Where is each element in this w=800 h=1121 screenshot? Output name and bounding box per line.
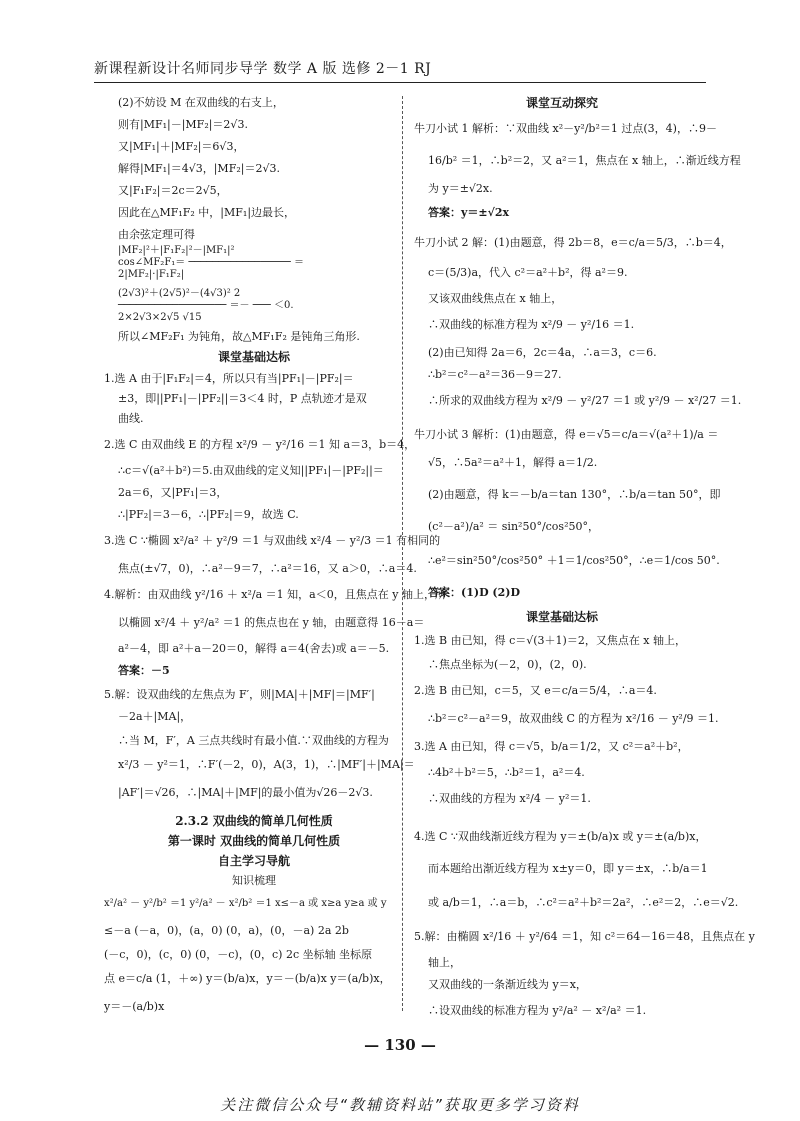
text-line: (2)由已知得 2a＝6，2c＝4a，∴a＝3，c＝6. — [428, 346, 657, 359]
text-line: 或 a/b＝1，∴a＝b，∴c²＝a²＋b²＝2a²，∴e²＝2，∴e＝√2. — [428, 896, 739, 909]
text-line: ∴b²＝c²－a²＝36－9＝27. — [428, 368, 562, 381]
text-line: 点 e＝c/a (1，＋∞) y＝(b/a)x，y＝－(b/a)x y＝(a/b)x， — [104, 972, 391, 985]
text-line: 又双曲线的一条渐近线为 y＝x， — [428, 978, 587, 991]
text-line: 曲线. — [118, 412, 144, 425]
text-line: 2.选 B 由已知，c＝5，又 e＝c/a＝5/4，∴a＝4. — [414, 684, 657, 697]
section-heading: 课堂基础达标 — [525, 610, 598, 624]
text-line: ∴b²＝c²－a²＝9，故双曲线 C 的方程为 x²/16 － y²/9 ＝1. — [428, 712, 719, 725]
text-line: ∴双曲线的方程为 x²/4 － y²＝1. — [428, 792, 591, 805]
text-line: 5.解：设双曲线的左焦点为 F′，则|MA|＋|MF|＝|MF′| — [104, 688, 375, 701]
text-line: ∴|PF₂|＝3－6，∴|PF₂|＝9，故选 C. — [118, 508, 299, 521]
text-line: 4.选 C ∵双曲线渐近线方程为 y＝±(b/a)x 或 y＝±(a/b)x， — [414, 830, 707, 843]
text-line: 2.选 C 由双曲线 E 的方程 x²/9 － y²/16 ＝1 知 a＝3，b＝4， — [104, 438, 416, 451]
text-line: －2a＋|MA|， — [118, 710, 192, 723]
text-line: 5.解：由椭圆 x²/16 ＋ y²/64 ＝1，知 c²＝64－16＝48，且焦点在 y — [414, 930, 755, 943]
text-line: c＝(5/3)a，代入 c²＝a²＋b²，得 a²＝9. — [428, 266, 628, 279]
text-line: 又|F₁F₂|＝2c＝2√5， — [118, 184, 228, 197]
text-line: ∴当 M，F′，A 三点共线时有最小值.∵双曲线的方程为 — [118, 734, 389, 747]
text-line: 牛刀小试 3 解析：(1)由题意，得 e＝√5＝c/a＝√(a²＋1)/a ＝ — [414, 428, 719, 441]
column-divider — [402, 96, 403, 1011]
text-line: 16/b² ＝1，∴b²＝2，又 a²＝1，焦点在 x 轴上，∴渐近线方程 — [428, 154, 741, 167]
text-line: 为 y＝±√2x. — [428, 182, 493, 195]
text-line: 3.选 C ∵椭圆 x²/a² ＋ y²/9 ＝1 与双曲线 x²/4 － y²/3 ＝1 有相同的 — [104, 534, 441, 547]
section-heading: 课堂基础达标 — [217, 350, 290, 364]
header-rule — [94, 82, 706, 83]
text-line: (2)由题意，得 k＝－b/a＝tan 130°，∴b/a＝tan 50°，即 — [428, 488, 721, 501]
text-line: 则有|MF₁|－|MF₂|＝2√3. — [118, 118, 248, 131]
text-line: y＝－(a/b)x — [104, 1000, 165, 1013]
text-line: (c²－a²)/a² ＝ sin²50°/cos²50°， — [428, 520, 599, 533]
page-number: — 130 — — [364, 1036, 436, 1054]
text-line: ≤－a (－a，0)，(a，0) (0，a)，(0，－a) 2a 2b — [104, 924, 349, 937]
footer-note: 关注微信公众号“教辅资料站”获取更多学习资料 — [220, 1096, 580, 1114]
section-heading: 自主学习导航 — [217, 854, 290, 868]
text-line: 2a＝6，又|PF₁|＝3， — [118, 486, 228, 499]
formula-line: ────────────────── ＝－ ─── ＜0. — [118, 300, 294, 311]
text-line: 而本题给出渐近线方程为 x±y＝0，即 y＝±x，∴b/a＝1 — [428, 862, 708, 875]
text-line: x²/a² － y²/b² ＝1 y²/a² － x²/b² ＝1 x≤－a 或 x≥a y≥a 或 y — [104, 898, 387, 909]
text-line: 1.选 B 由已知，得 c＝√(3＋1)＝2，又焦点在 x 轴上， — [414, 634, 687, 647]
text-line: 轴上， — [428, 956, 461, 969]
formula-line: 2×2√3×2√5 √15 — [118, 312, 202, 323]
text-line: 所以∠MF₂F₁ 为钝角，故△MF₁F₂ 是钝角三角形. — [118, 330, 360, 343]
section-subheading: 知识梳理 — [232, 874, 276, 887]
text-line: 4.解析：由双曲线 y²/16 ＋ x²/a ＝1 知，a＜0，且焦点在 y 轴上，所 — [104, 588, 446, 601]
text-line: ∴e²＝sin²50°/cos²50° ＋1＝1/cos²50°，∴e＝1/cos 50°. — [428, 554, 720, 567]
formula-line: |MF₂|²＋|F₁F₂|²－|MF₁|² — [118, 245, 235, 256]
text-line: 3.选 A 由已知，得 c＝√5，b/a＝1/2，又 c²＝a²＋b²， — [414, 740, 689, 753]
text-line: 牛刀小试 1 解析：∵双曲线 x²－y²/b²＝1 过点(3，4)，∴9－ — [414, 122, 717, 135]
text-line: ∴焦点坐标为(－2，0)，(2，0). — [428, 658, 587, 671]
text-line: a²－4，即 a²＋a－20＝0，解得 a＝4(舍去)或 a＝－5. — [118, 642, 390, 655]
text-line: ∴设双曲线的标准方程为 y²/a² － x²/a² ＝1. — [428, 1004, 647, 1017]
formula-line: cos∠MF₂F₁＝ ───────────────── ＝ — [118, 257, 304, 268]
text-line: 牛刀小试 2 解：(1)由题意，得 2b＝8，e＝c/a＝5/3，∴b＝4， — [414, 236, 732, 249]
text-line: ∴所求的双曲线方程为 x²/9 － y²/27 ＝1 或 y²/9 － x²/27 ＝1. — [428, 394, 742, 407]
text-line: |AF′|＝√26，∴|MA|＋|MF|的最小值为√26－2√3. — [118, 786, 373, 799]
text-line: 因此在△MF₁F₂ 中，|MF₁|边最长， — [118, 206, 296, 219]
formula-line: (2√3)²＋(2√5)²－(4√3)² 2 — [118, 288, 241, 299]
formula-line: 2|MF₂|·|F₁F₂| — [118, 269, 185, 280]
text-line: 解得|MF₁|＝4√3，|MF₂|＝2√3. — [118, 162, 280, 175]
text-line: ∴c＝√(a²＋b²)＝5.由双曲线的定义知||PF₁|－|PF₂||＝ — [118, 464, 384, 477]
text-line: ∴双曲线的标准方程为 x²/9 － y²/16 ＝1. — [428, 318, 635, 331]
running-header: 新课程新设计名师同步导学 数学 A 版 选修 2－1 RJ — [94, 61, 432, 77]
text-line: (－c，0)，(c，0) (0，－c)，(0，c) 2c 坐标轴 坐标原 — [104, 948, 373, 961]
text-line: √5，∴5a²＝a²＋1，解得 a＝1/2. — [428, 456, 598, 469]
text-line: 又该双曲线焦点在 x 轴上， — [428, 292, 563, 305]
section-heading: 2.3.2 双曲线的简单几何性质 — [175, 814, 333, 828]
answer-line: 答案：(1)D (2)D — [428, 586, 521, 599]
text-line: 焦点(±√7，0)，∴a²－9＝7，∴a²＝16，又 a＞0，∴a＝4. — [118, 562, 417, 575]
section-heading: 课堂互动探究 — [525, 96, 598, 110]
text-line: 由余弦定理可得 — [118, 228, 195, 241]
answer-line: 答案：－5 — [118, 664, 170, 677]
text-line: ∴4b²＋b²＝5，∴b²＝1，a²＝4. — [428, 766, 585, 779]
text-line: 1.选 A 由于|F₁F₂|＝4，所以只有当|PF₁|－|PF₂|＝ — [104, 372, 354, 385]
text-line: x²/3 － y²＝1，∴F′(－2，0)，A(3，1)，∴|MF′|＋|MA|＝ — [118, 758, 415, 771]
section-heading: 第一课时 双曲线的简单几何性质 — [167, 834, 341, 848]
text-line: 以椭圆 x²/4 ＋ y²/a² ＝1 的焦点也在 y 轴，由题意得 16－a＝ — [118, 616, 425, 629]
text-line: (2)不妨设 M 在双曲线的右支上， — [118, 96, 284, 109]
text-line: ±3，即||PF₁|－|PF₂||＝3＜4 时，P 点轨迹才是双 — [118, 392, 367, 405]
answer-line: 答案：y＝±√2x — [428, 206, 510, 219]
text-line: 又|MF₁|＋|MF₂|＝6√3， — [118, 140, 245, 153]
